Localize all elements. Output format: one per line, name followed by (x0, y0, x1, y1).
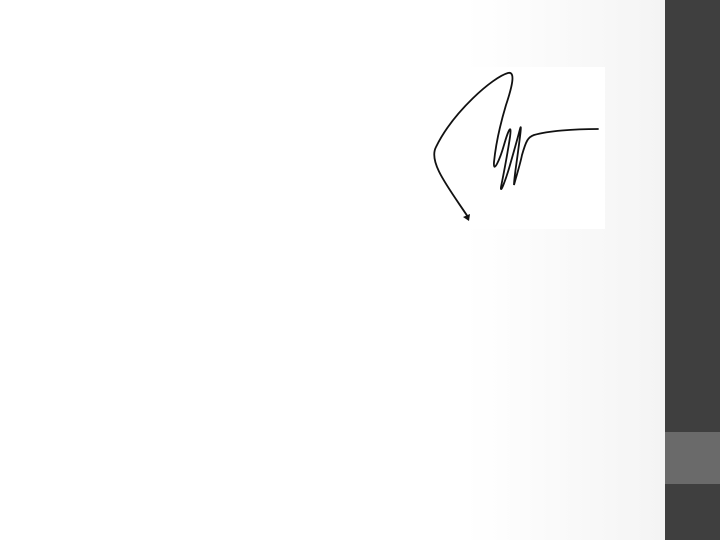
sidebar-accent (665, 432, 720, 484)
signature-image (408, 67, 605, 229)
signature-icon (408, 67, 605, 229)
slide-sidebar (665, 0, 720, 540)
